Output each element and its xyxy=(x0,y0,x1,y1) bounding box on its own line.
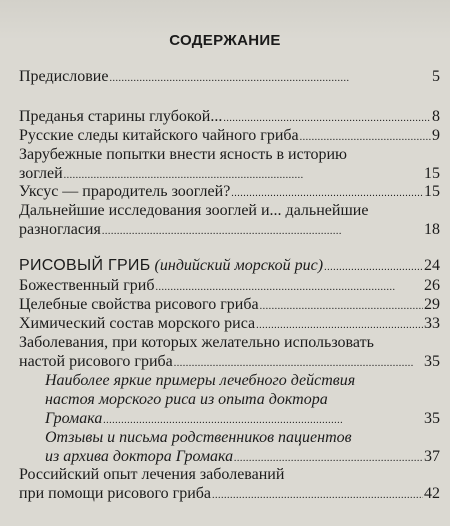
page-number: 15 xyxy=(424,165,440,182)
page-number: 15 xyxy=(424,183,440,200)
toc-section-heading xyxy=(19,256,440,275)
toc-entry xyxy=(19,145,440,183)
toc-entry xyxy=(19,107,440,126)
page-number: 24 xyxy=(424,257,440,274)
page-number: 35 xyxy=(424,410,440,427)
toc-entry-title: Предисловие xyxy=(19,68,109,85)
toc-entry-title-cont: Громака xyxy=(45,410,103,427)
toc-entry xyxy=(19,201,440,239)
leader-dots xyxy=(223,107,431,128)
page-number: 8 xyxy=(432,108,440,125)
leader-dots xyxy=(174,352,423,373)
toc-entry-title-cont: зоглей xyxy=(19,165,63,182)
leader-dots xyxy=(109,67,431,88)
toc-entry xyxy=(19,182,440,201)
toc-entry xyxy=(19,67,440,86)
toc-entry xyxy=(19,314,440,333)
toc-entry-title: Наиболее яркие примеры лечебного действия xyxy=(45,372,356,389)
leader-dots xyxy=(212,484,423,505)
page-number: 35 xyxy=(424,353,440,370)
toc-entry-title-cont: при помощи рисового гриба xyxy=(19,485,212,502)
toc-entry-title: Дальнейшие исследования зооглей и... дальнейшие xyxy=(19,202,369,219)
leader-dots xyxy=(260,295,423,316)
toc-subentry xyxy=(45,371,440,428)
toc-entry-title: Заболевания, при которых желательно использовать xyxy=(19,334,374,351)
leader-dots xyxy=(156,276,424,297)
toc-subentry xyxy=(45,428,440,466)
page-number: 29 xyxy=(424,296,440,313)
toc-entry-title: Химический состав морского риса xyxy=(19,315,256,332)
toc-entry-title: Преданья старины глубокой... xyxy=(19,108,223,125)
toc-entry-title-cont: настой рисового гриба xyxy=(19,353,173,370)
page-number: 5 xyxy=(432,68,440,85)
toc-entry-title-cont: настоя морского риса из опыта доктора xyxy=(45,391,328,408)
leader-dots xyxy=(102,220,423,241)
toc-entry-title: Уксус — прародитель зооглей? xyxy=(19,183,231,200)
leader-dots xyxy=(324,256,423,277)
page-title: СОДЕРЖАНИЕ xyxy=(169,32,281,49)
toc-entry-title: Отзывы и письма родственников пациентов xyxy=(45,429,352,446)
toc-entry xyxy=(19,465,440,503)
section-subtitle: (индийский морской рис) xyxy=(154,257,324,274)
toc-entry-title: Российский опыт лечения заболеваний xyxy=(19,466,285,483)
toc-entry-title: Целебные свойства рисового гриба xyxy=(19,296,259,313)
toc-entry xyxy=(19,276,440,295)
page-number: 42 xyxy=(424,485,440,502)
leader-dots xyxy=(256,314,423,335)
toc-entry xyxy=(19,333,440,371)
toc-entry-title: Божественный гриб xyxy=(19,277,155,294)
page-number: 26 xyxy=(424,277,440,294)
section-title: РИСОВЫЙ ГРИБ xyxy=(19,257,151,274)
page-number: 9 xyxy=(432,127,440,144)
toc-entry xyxy=(19,126,440,145)
leader-dots xyxy=(103,409,423,430)
toc-entry-title-cont: из архива доктора Громака xyxy=(45,448,234,465)
page-number: 18 xyxy=(424,221,440,238)
leader-dots xyxy=(231,182,423,203)
toc-entry-title-cont: разногласия xyxy=(19,221,101,238)
leader-dots xyxy=(300,126,431,147)
page-number: 37 xyxy=(424,448,440,465)
toc-entry xyxy=(19,295,440,314)
page-number: 33 xyxy=(424,315,440,332)
toc-entry-title: Русские следы китайского чайного гриба xyxy=(19,127,299,144)
toc-entry-title: Зарубежные попытки внести ясность в историю xyxy=(19,146,347,163)
